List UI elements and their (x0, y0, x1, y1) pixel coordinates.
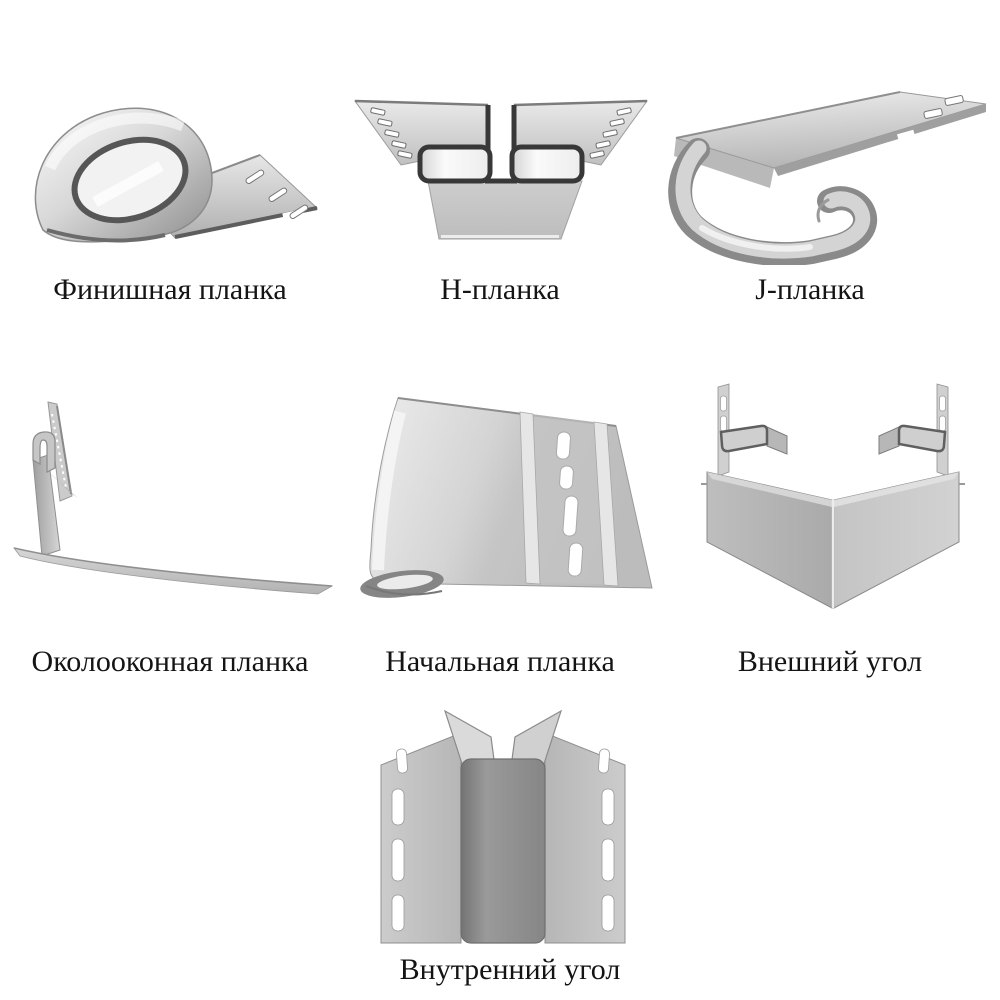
window-trim-illustration (2, 388, 338, 610)
rolled-loop (35, 108, 212, 242)
corner-faces (701, 472, 965, 608)
left-perforated-wing (381, 733, 461, 943)
h-trim-illustration (345, 85, 657, 257)
finish-trim-label: Финишная планка (53, 273, 287, 306)
j-trim-label: J-планка (755, 273, 865, 306)
j-trim-illustration (662, 80, 988, 265)
left-channel-pocket (721, 426, 787, 454)
finish-trim-illustration (25, 80, 320, 260)
outer-corner-label: Внешний угол (737, 645, 923, 678)
inner-corner-label: Внутренний угол (399, 953, 621, 986)
right-channel-pocket (879, 426, 945, 454)
long-blade (14, 548, 332, 594)
inner-corner-illustration (345, 695, 661, 945)
h-trim-label: Н-планка (440, 273, 560, 306)
starter-trim-label: Начальная планка (385, 645, 615, 678)
right-perforated-wing (545, 733, 625, 943)
window-trim-label: Околооконная планка (31, 645, 309, 678)
bottom-face (428, 181, 582, 239)
center-channel (461, 759, 545, 943)
starter-trim-illustration (342, 378, 660, 620)
outer-corner-illustration (685, 370, 981, 622)
